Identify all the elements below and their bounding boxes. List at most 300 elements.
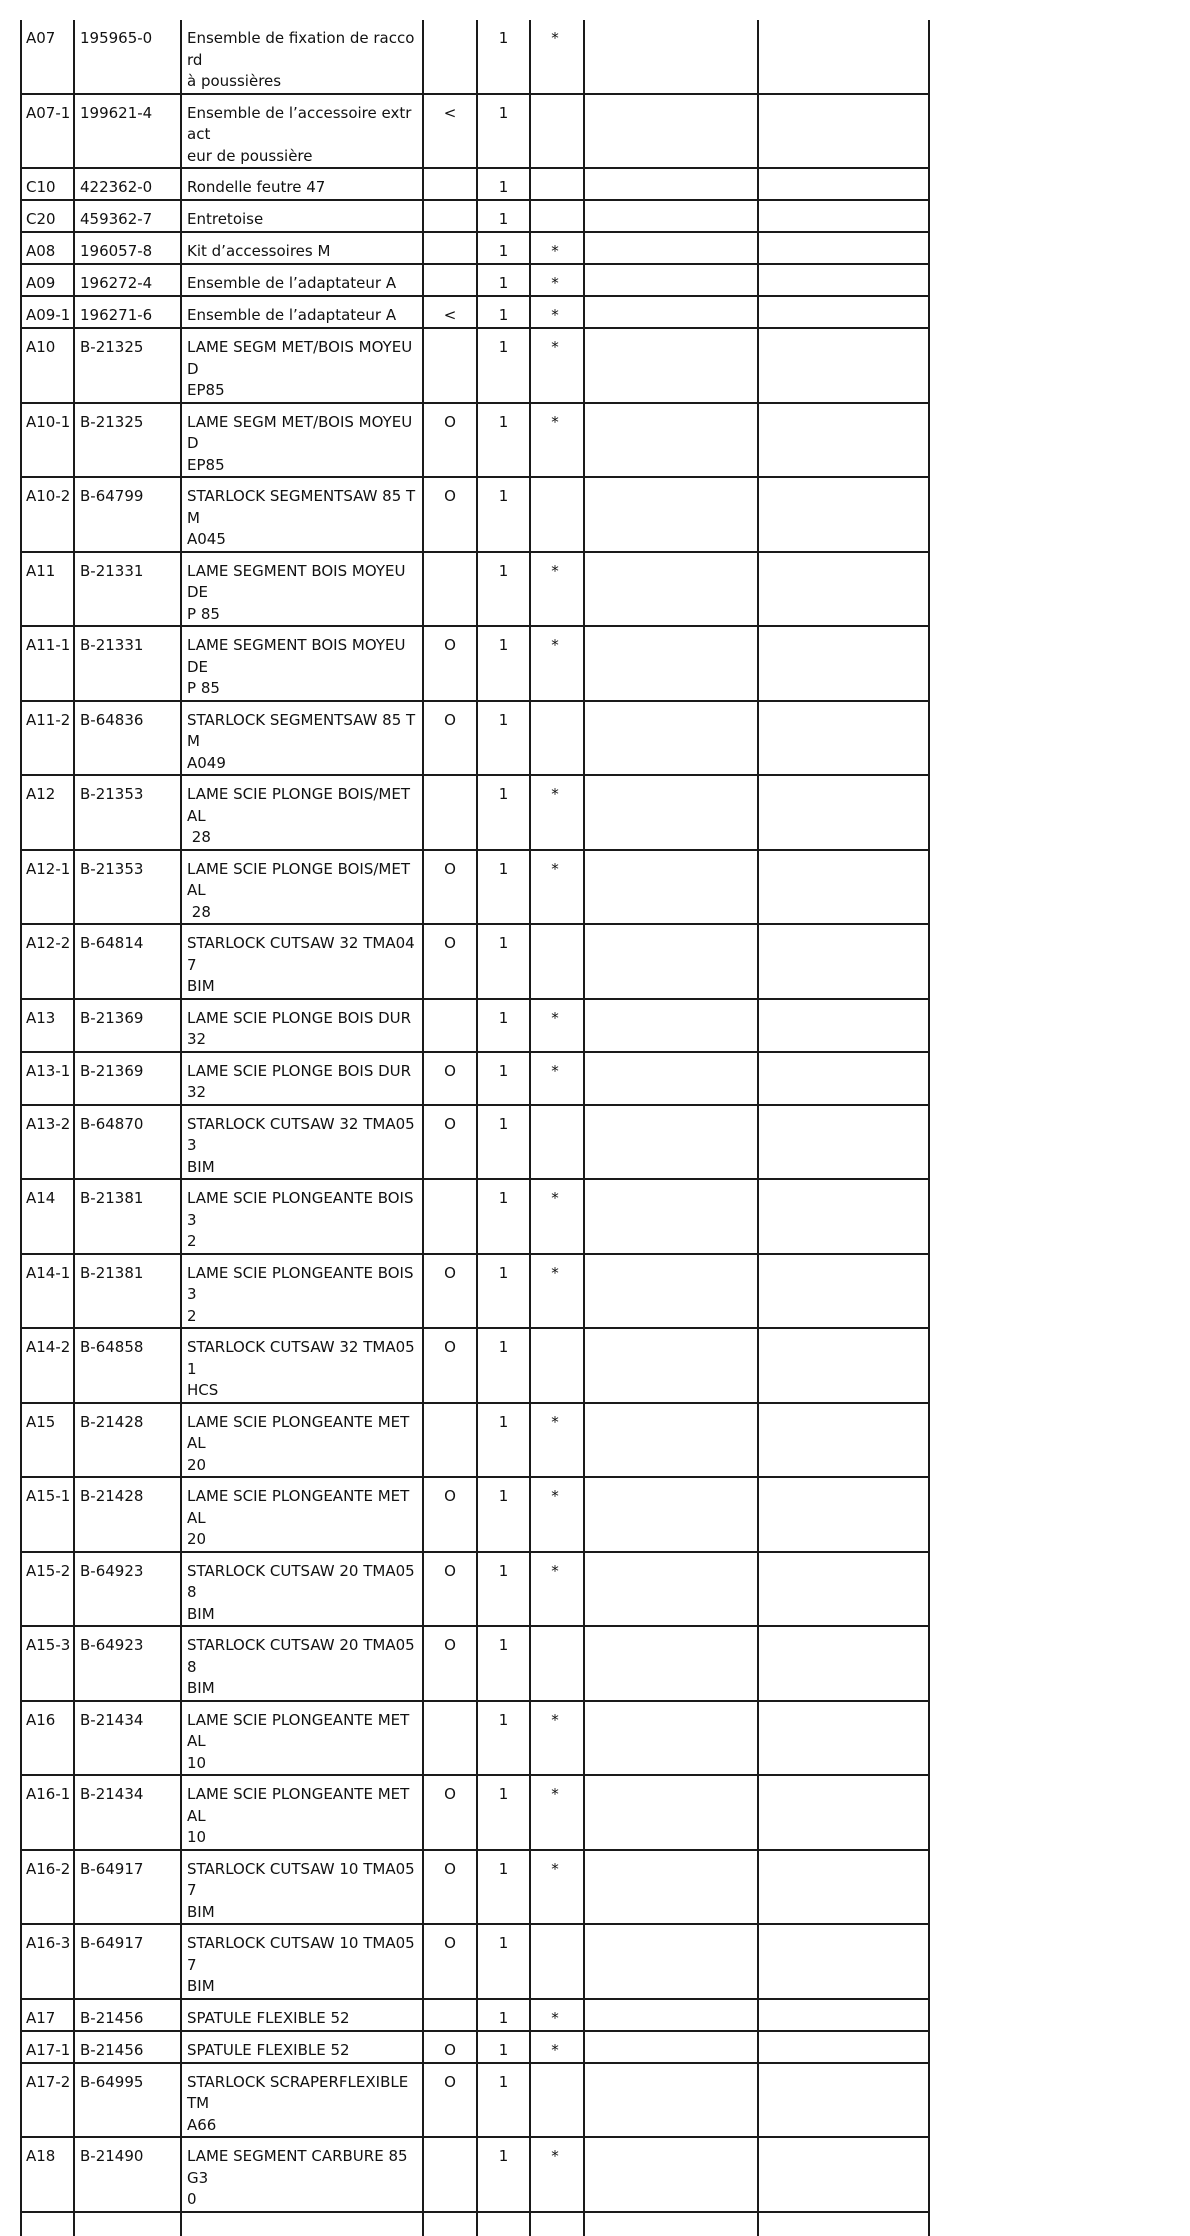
blank-cell-a	[584, 1477, 758, 1552]
description-cell: LAME SEGMENT BOIS MOYEU DE P 85	[181, 626, 423, 701]
note-cell: *	[530, 1850, 584, 1925]
mark-cell: <	[423, 296, 477, 328]
quantity-cell: 1	[477, 264, 530, 296]
part-number-cell: B-64836	[74, 701, 181, 776]
mark-cell: O	[423, 626, 477, 701]
table-row	[21, 403, 929, 478]
table-row	[21, 1179, 929, 1254]
note-cell	[530, 200, 584, 232]
blank-cell-a	[584, 2212, 758, 2236]
item-ref-cell: A10-2	[21, 477, 74, 552]
table-row	[21, 999, 929, 1052]
part-number-cell: B-21381	[74, 1179, 181, 1254]
item-ref-cell: A18	[21, 2137, 74, 2212]
description-cell: STARLOCK CUTSAW 32 TMA047 BIM	[181, 924, 423, 999]
blank-cell-b	[758, 701, 929, 776]
item-ref-cell: A11	[21, 552, 74, 627]
description-cell: STARLOCK CUTSAW 20 TMA058 BIM	[181, 1552, 423, 1627]
note-cell	[530, 477, 584, 552]
blank-cell-a	[584, 1626, 758, 1701]
description-cell: LAME SCIE PLONGEANTE METAL 20	[181, 1403, 423, 1478]
table-row-continuation	[21, 2212, 929, 2236]
item-ref-cell: A15	[21, 1403, 74, 1478]
part-number-cell: 459362-7	[74, 200, 181, 232]
blank-cell-a	[584, 1105, 758, 1180]
item-ref-cell: A15-1	[21, 1477, 74, 1552]
blank-cell-a	[584, 701, 758, 776]
mark-cell: O	[423, 1105, 477, 1180]
part-number-cell: B-21369	[74, 1052, 181, 1105]
table-row	[21, 701, 929, 776]
mark-cell	[423, 168, 477, 200]
blank-cell-a	[584, 1179, 758, 1254]
blank-cell-b	[758, 200, 929, 232]
quantity-cell: 1	[477, 296, 530, 328]
item-ref-cell: A07-1	[21, 94, 74, 169]
blank-cell-a	[584, 296, 758, 328]
table-row	[21, 20, 929, 94]
note-cell: *	[530, 403, 584, 478]
mark-cell: O	[423, 1924, 477, 1999]
blank-cell-b	[758, 1403, 929, 1478]
item-ref-cell: A16-1	[21, 1775, 74, 1850]
item-ref-cell: A15-3	[21, 1626, 74, 1701]
blank-cell-b	[758, 2031, 929, 2063]
note-cell	[530, 2212, 584, 2236]
note-cell	[530, 168, 584, 200]
quantity-cell	[477, 2212, 530, 2236]
item-ref-cell: A15-2	[21, 1552, 74, 1627]
item-ref-cell: A17-1	[21, 2031, 74, 2063]
quantity-cell: 1	[477, 1924, 530, 1999]
description-cell: Entretoise	[181, 200, 423, 232]
description-cell: LAME SCIE PLONGE BOIS DUR 32	[181, 999, 423, 1052]
description-cell: LAME SCIE PLONGE BOIS/METAL 28	[181, 850, 423, 925]
quantity-cell: 1	[477, 999, 530, 1052]
note-cell: *	[530, 626, 584, 701]
part-number-cell	[74, 2212, 181, 2236]
quantity-cell: 1	[477, 1701, 530, 1776]
part-number-cell: B-21381	[74, 1254, 181, 1329]
blank-cell-b	[758, 1328, 929, 1403]
item-ref-cell: A09-1	[21, 296, 74, 328]
blank-cell-a	[584, 999, 758, 1052]
quantity-cell: 1	[477, 1052, 530, 1105]
mark-cell: O	[423, 2031, 477, 2063]
blank-cell-a	[584, 1328, 758, 1403]
table-row	[21, 1328, 929, 1403]
mark-cell: O	[423, 1052, 477, 1105]
quantity-cell: 1	[477, 2137, 530, 2212]
blank-cell-a	[584, 232, 758, 264]
description-cell: STARLOCK CUTSAW 10 TMA057 BIM	[181, 1850, 423, 1925]
mark-cell	[423, 200, 477, 232]
part-number-cell: B-64995	[74, 2063, 181, 2138]
quantity-cell: 1	[477, 626, 530, 701]
blank-cell-b	[758, 1999, 929, 2031]
table-row	[21, 1924, 929, 1999]
blank-cell-a	[584, 1701, 758, 1776]
note-cell: *	[530, 264, 584, 296]
parts-table	[20, 20, 930, 2236]
note-cell: *	[530, 850, 584, 925]
part-number-cell: B-64923	[74, 1552, 181, 1627]
note-cell: *	[530, 328, 584, 403]
blank-cell-b	[758, 1254, 929, 1329]
table-row	[21, 2031, 929, 2063]
item-ref-cell: A17-2	[21, 2063, 74, 2138]
blank-cell-b	[758, 1552, 929, 1627]
mark-cell	[423, 264, 477, 296]
part-number-cell: B-21353	[74, 775, 181, 850]
part-number-cell: B-21456	[74, 2031, 181, 2063]
blank-cell-b	[758, 924, 929, 999]
mark-cell	[423, 2212, 477, 2236]
note-cell	[530, 701, 584, 776]
note-cell: *	[530, 1552, 584, 1627]
table-row	[21, 1477, 929, 1552]
note-cell	[530, 1328, 584, 1403]
description-cell: LAME SEGM MET/BOIS MOYEU D EP85	[181, 403, 423, 478]
note-cell: *	[530, 296, 584, 328]
table-row	[21, 552, 929, 627]
part-number-cell: B-21331	[74, 552, 181, 627]
mark-cell	[423, 328, 477, 403]
blank-cell-a	[584, 924, 758, 999]
part-number-cell: B-21428	[74, 1477, 181, 1552]
part-number-cell: 422362-0	[74, 168, 181, 200]
description-cell: LAME SCIE PLONGE BOIS DUR 32	[181, 1052, 423, 1105]
quantity-cell: 1	[477, 1850, 530, 1925]
table-row	[21, 1052, 929, 1105]
description-cell: LAME SEGMENT CARBURE 85 G3 0	[181, 2137, 423, 2212]
part-number-cell: B-21369	[74, 999, 181, 1052]
note-cell: *	[530, 1999, 584, 2031]
quantity-cell: 1	[477, 2031, 530, 2063]
quantity-cell: 1	[477, 94, 530, 169]
table-row	[21, 168, 929, 200]
note-cell: *	[530, 1701, 584, 1776]
blank-cell-a	[584, 1850, 758, 1925]
blank-cell-b	[758, 999, 929, 1052]
description-cell: SPATULE FLEXIBLE 52	[181, 1999, 423, 2031]
blank-cell-a	[584, 552, 758, 627]
table-row	[21, 232, 929, 264]
blank-cell-b	[758, 1179, 929, 1254]
blank-cell-b	[758, 850, 929, 925]
table-row	[21, 1626, 929, 1701]
item-ref-cell: C10	[21, 168, 74, 200]
blank-cell-a	[584, 20, 758, 94]
mark-cell: O	[423, 1626, 477, 1701]
item-ref-cell	[21, 2212, 74, 2236]
part-number-cell: B-21434	[74, 1775, 181, 1850]
blank-cell-a	[584, 2031, 758, 2063]
quantity-cell: 1	[477, 1403, 530, 1478]
mark-cell: O	[423, 1552, 477, 1627]
note-cell: *	[530, 232, 584, 264]
blank-cell-a	[584, 200, 758, 232]
mark-cell	[423, 775, 477, 850]
quantity-cell: 1	[477, 552, 530, 627]
part-number-cell: B-64923	[74, 1626, 181, 1701]
note-cell: *	[530, 1775, 584, 1850]
item-ref-cell: A17	[21, 1999, 74, 2031]
note-cell: *	[530, 552, 584, 627]
table-row	[21, 1701, 929, 1776]
blank-cell-b	[758, 1052, 929, 1105]
blank-cell-a	[584, 775, 758, 850]
table-row	[21, 626, 929, 701]
mark-cell: O	[423, 1850, 477, 1925]
mark-cell	[423, 1179, 477, 1254]
item-ref-cell: A09	[21, 264, 74, 296]
description-cell: STARLOCK CUTSAW 10 TMA057 BIM	[181, 1924, 423, 1999]
mark-cell	[423, 1999, 477, 2031]
mark-cell	[423, 1701, 477, 1776]
blank-cell-a	[584, 850, 758, 925]
blank-cell-a	[584, 94, 758, 169]
blank-cell-b	[758, 552, 929, 627]
mark-cell	[423, 999, 477, 1052]
description-cell: Ensemble de fixation de raccord à poussières	[181, 20, 423, 94]
quantity-cell: 1	[477, 328, 530, 403]
table-row	[21, 2063, 929, 2138]
description-cell: LAME SCIE PLONGE BOIS/METAL 28	[181, 775, 423, 850]
quantity-cell: 1	[477, 1105, 530, 1180]
blank-cell-b	[758, 168, 929, 200]
table-row	[21, 850, 929, 925]
blank-cell-a	[584, 1403, 758, 1478]
blank-cell-b	[758, 1105, 929, 1180]
description-cell: LAME SCIE PLONGEANTE BOIS 3 2	[181, 1179, 423, 1254]
quantity-cell: 1	[477, 20, 530, 94]
description-cell: Kit d’accessoires M	[181, 232, 423, 264]
blank-cell-a	[584, 1052, 758, 1105]
item-ref-cell: A16-2	[21, 1850, 74, 1925]
part-number-cell: B-64814	[74, 924, 181, 999]
blank-cell-a	[584, 1924, 758, 1999]
table-row	[21, 264, 929, 296]
blank-cell-b	[758, 2063, 929, 2138]
table-row	[21, 328, 929, 403]
note-cell: *	[530, 1179, 584, 1254]
part-number-cell: B-21331	[74, 626, 181, 701]
blank-cell-a	[584, 168, 758, 200]
quantity-cell: 1	[477, 924, 530, 999]
description-cell: LAME SCIE PLONGEANTE BOIS 3 2	[181, 1254, 423, 1329]
blank-cell-a	[584, 264, 758, 296]
mark-cell: O	[423, 924, 477, 999]
part-number-cell: B-21434	[74, 1701, 181, 1776]
table-row	[21, 1105, 929, 1180]
description-cell: STARLOCK SEGMENTSAW 85 TM A045	[181, 477, 423, 552]
item-ref-cell: A14-1	[21, 1254, 74, 1329]
item-ref-cell: A11-1	[21, 626, 74, 701]
blank-cell-a	[584, 328, 758, 403]
blank-cell-b	[758, 296, 929, 328]
part-number-cell: B-64799	[74, 477, 181, 552]
item-ref-cell: A14-2	[21, 1328, 74, 1403]
description-cell: SPATULE FLEXIBLE 52	[181, 2031, 423, 2063]
note-cell	[530, 2063, 584, 2138]
part-number-cell: B-21353	[74, 850, 181, 925]
description-cell: Rondelle feutre 47	[181, 168, 423, 200]
quantity-cell: 1	[477, 200, 530, 232]
blank-cell-b	[758, 1775, 929, 1850]
blank-cell-a	[584, 1254, 758, 1329]
item-ref-cell: C20	[21, 200, 74, 232]
quantity-cell: 1	[477, 1477, 530, 1552]
item-ref-cell: A12-1	[21, 850, 74, 925]
blank-cell-b	[758, 232, 929, 264]
item-ref-cell: A13-1	[21, 1052, 74, 1105]
item-ref-cell: A12-2	[21, 924, 74, 999]
blank-cell-b	[758, 20, 929, 94]
mark-cell: O	[423, 1477, 477, 1552]
description-cell: LAME SCIE PLONGEANTE METAL 10	[181, 1701, 423, 1776]
quantity-cell: 1	[477, 850, 530, 925]
mark-cell: <	[423, 94, 477, 169]
mark-cell: O	[423, 403, 477, 478]
part-number-cell: B-64917	[74, 1850, 181, 1925]
description-cell	[181, 2212, 423, 2236]
blank-cell-b	[758, 1701, 929, 1776]
table-row	[21, 775, 929, 850]
note-cell: *	[530, 999, 584, 1052]
parts-table-body	[21, 20, 929, 2236]
note-cell: *	[530, 1254, 584, 1329]
note-cell	[530, 1924, 584, 1999]
note-cell	[530, 1626, 584, 1701]
note-cell: *	[530, 775, 584, 850]
item-ref-cell: A11-2	[21, 701, 74, 776]
mark-cell	[423, 232, 477, 264]
note-cell: *	[530, 2031, 584, 2063]
part-number-cell: B-64858	[74, 1328, 181, 1403]
blank-cell-a	[584, 403, 758, 478]
blank-cell-b	[758, 1850, 929, 1925]
mark-cell: O	[423, 1254, 477, 1329]
description-cell: STARLOCK CUTSAW 20 TMA058 BIM	[181, 1626, 423, 1701]
blank-cell-b	[758, 94, 929, 169]
table-row	[21, 1775, 929, 1850]
part-number-cell: B-21325	[74, 403, 181, 478]
quantity-cell: 1	[477, 1999, 530, 2031]
note-cell	[530, 1105, 584, 1180]
blank-cell-a	[584, 1775, 758, 1850]
description-cell: STARLOCK CUTSAW 32 TMA051 HCS	[181, 1328, 423, 1403]
description-cell: STARLOCK SCRAPERFLEXIBLE TM A66	[181, 2063, 423, 2138]
description-cell: Ensemble de l’accessoire extract eur de poussière	[181, 94, 423, 169]
part-number-cell: 195965-0	[74, 20, 181, 94]
note-cell: *	[530, 1052, 584, 1105]
mark-cell: O	[423, 477, 477, 552]
part-number-cell: B-64917	[74, 1924, 181, 1999]
blank-cell-b	[758, 264, 929, 296]
table-row	[21, 1999, 929, 2031]
description-cell: LAME SCIE PLONGEANTE METAL 10	[181, 1775, 423, 1850]
quantity-cell: 1	[477, 1328, 530, 1403]
part-number-cell: B-21325	[74, 328, 181, 403]
item-ref-cell: A08	[21, 232, 74, 264]
quantity-cell: 1	[477, 1254, 530, 1329]
blank-cell-b	[758, 477, 929, 552]
blank-cell-b	[758, 2212, 929, 2236]
blank-cell-a	[584, 2063, 758, 2138]
blank-cell-a	[584, 626, 758, 701]
item-ref-cell: A16	[21, 1701, 74, 1776]
item-ref-cell: A16-3	[21, 1924, 74, 1999]
blank-cell-b	[758, 403, 929, 478]
part-number-cell: 199621-4	[74, 94, 181, 169]
quantity-cell: 1	[477, 477, 530, 552]
quantity-cell: 1	[477, 403, 530, 478]
table-row	[21, 296, 929, 328]
note-cell: *	[530, 1477, 584, 1552]
blank-cell-a	[584, 1999, 758, 2031]
item-ref-cell: A12	[21, 775, 74, 850]
blank-cell-b	[758, 1924, 929, 1999]
mark-cell: O	[423, 850, 477, 925]
blank-cell-b	[758, 1626, 929, 1701]
note-cell: *	[530, 20, 584, 94]
part-number-cell: 196271-6	[74, 296, 181, 328]
blank-cell-b	[758, 775, 929, 850]
blank-cell-b	[758, 626, 929, 701]
description-cell: LAME SCIE PLONGEANTE METAL 20	[181, 1477, 423, 1552]
table-row	[21, 94, 929, 169]
item-ref-cell: A14	[21, 1179, 74, 1254]
table-row	[21, 2137, 929, 2212]
item-ref-cell: A07	[21, 20, 74, 94]
mark-cell	[423, 552, 477, 627]
item-ref-cell: A13	[21, 999, 74, 1052]
quantity-cell: 1	[477, 2063, 530, 2138]
quantity-cell: 1	[477, 232, 530, 264]
item-ref-cell: A13-2	[21, 1105, 74, 1180]
mark-cell	[423, 1403, 477, 1478]
part-number-cell: 196057-8	[74, 232, 181, 264]
table-row	[21, 1552, 929, 1627]
quantity-cell: 1	[477, 1775, 530, 1850]
mark-cell: O	[423, 2063, 477, 2138]
quantity-cell: 1	[477, 1626, 530, 1701]
quantity-cell: 1	[477, 168, 530, 200]
table-row	[21, 924, 929, 999]
item-ref-cell: A10-1	[21, 403, 74, 478]
description-cell: LAME SEGMENT BOIS MOYEU DE P 85	[181, 552, 423, 627]
blank-cell-a	[584, 2137, 758, 2212]
part-number-cell: B-64870	[74, 1105, 181, 1180]
description-cell: Ensemble de l’adaptateur A	[181, 264, 423, 296]
note-cell: *	[530, 2137, 584, 2212]
part-number-cell: B-21456	[74, 1999, 181, 2031]
description-cell: LAME SEGM MET/BOIS MOYEU D EP85	[181, 328, 423, 403]
blank-cell-b	[758, 328, 929, 403]
description-cell: Ensemble de l’adaptateur A	[181, 296, 423, 328]
note-cell	[530, 94, 584, 169]
table-row	[21, 1403, 929, 1478]
note-cell: *	[530, 1403, 584, 1478]
quantity-cell: 1	[477, 775, 530, 850]
mark-cell	[423, 20, 477, 94]
description-cell: STARLOCK SEGMENTSAW 85 TM A049	[181, 701, 423, 776]
table-row	[21, 200, 929, 232]
table-row	[21, 1254, 929, 1329]
part-number-cell: B-21490	[74, 2137, 181, 2212]
blank-cell-b	[758, 2137, 929, 2212]
